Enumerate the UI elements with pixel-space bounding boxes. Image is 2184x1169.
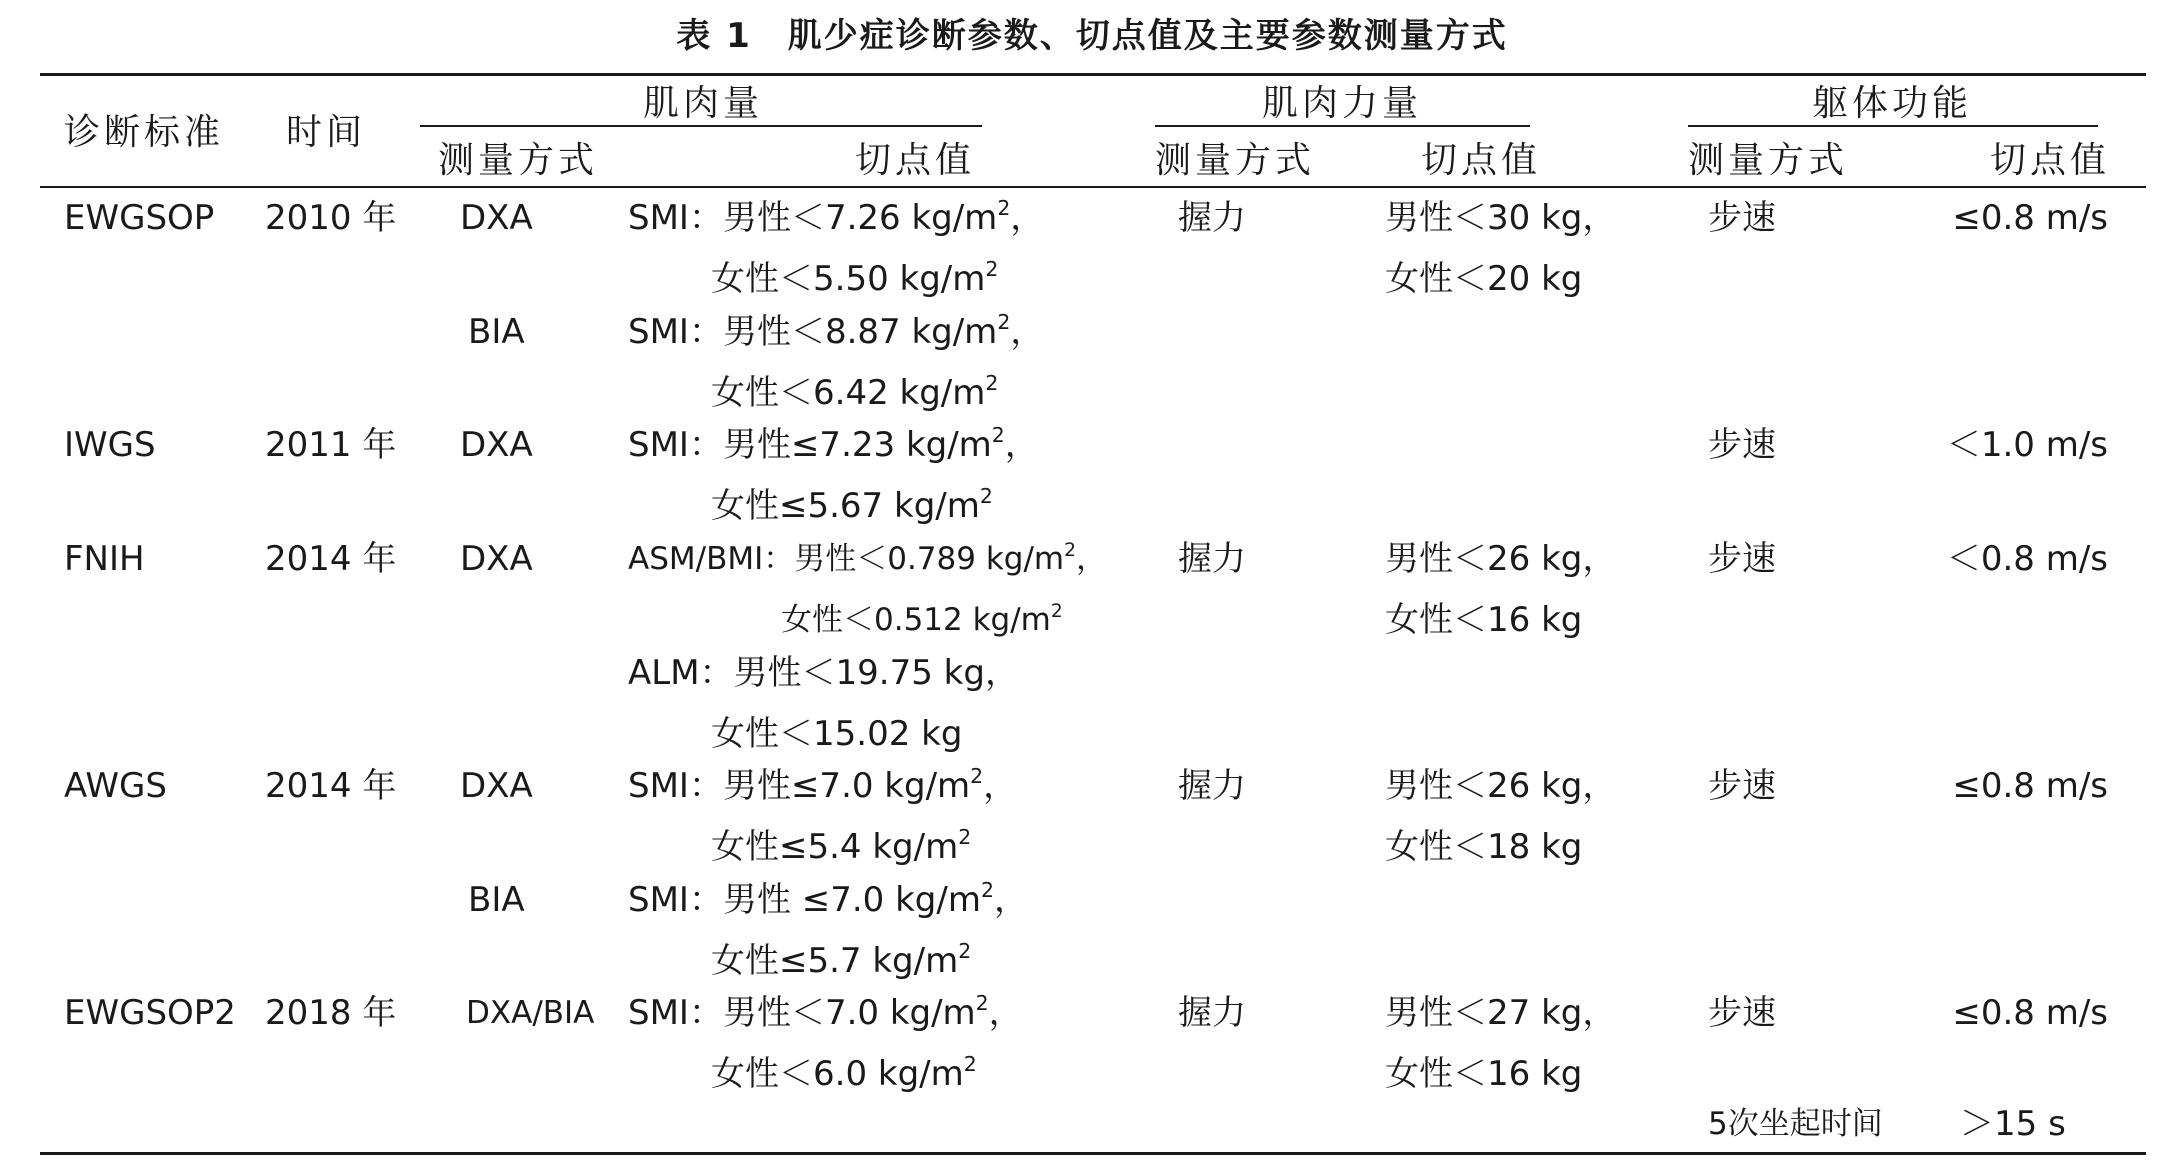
- header-strength-cutoff: 切点值: [1421, 140, 1542, 181]
- cell-mass-cutoff: SMI：男性＜8.87 $kg/m^2$，: [628, 309, 1045, 352]
- header-mass-method: 测量方式: [438, 140, 599, 181]
- cell-function-method: 步速: [1708, 766, 1776, 806]
- cell-function-cutoff: ＜1.0 m/s: [1946, 425, 2108, 465]
- cell-year: 2014 年: [265, 539, 397, 579]
- cell-function-method: 步速: [1708, 198, 1776, 238]
- cell-mass-cutoff: 女性＜15.02 kg: [711, 714, 963, 754]
- cell-function-cutoff: ≤0.8 m/s: [1952, 766, 2108, 806]
- cell-mass-method: DXA: [460, 425, 533, 465]
- cell-strength-method: 握力: [1178, 198, 1246, 238]
- cell-year: 2010 年: [265, 198, 397, 238]
- cell-strength-cutoff: 男性＜26 kg，: [1385, 539, 1617, 579]
- cell-mass-cutoff: 女性＜6.42 $kg/m^2$: [711, 370, 999, 413]
- cell-mass-method: BIA: [468, 880, 525, 920]
- group-rule-muscle-strength: [1155, 125, 1530, 127]
- cell-mass-cutoff: 女性＜6.0 $kg/m^2$: [711, 1051, 977, 1094]
- cell-mass-cutoff: 女性＜5.50 $kg/m^2$: [711, 256, 999, 299]
- cell-function-method: 5次坐起时间: [1708, 1106, 1883, 1142]
- cell-mass-method: DXA: [460, 539, 533, 579]
- header-rule: [40, 186, 2146, 188]
- bottom-rule: [40, 1152, 2146, 1155]
- cell-strength-method: 握力: [1178, 539, 1246, 579]
- cell-strength-cutoff: 男性＜27 kg，: [1385, 993, 1617, 1033]
- table-title: 表 1 肌少症诊断参数、切点值及主要参数测量方式: [676, 16, 1508, 56]
- cell-mass-cutoff: SMI：男性≤7.23 $kg/m^2$，: [628, 422, 1039, 465]
- top-rule: [40, 73, 2146, 76]
- header-muscle-strength: 肌肉力量: [1261, 83, 1423, 124]
- header-strength-method: 测量方式: [1155, 140, 1316, 181]
- cell-year: 2018 年: [265, 993, 397, 1033]
- cell-function-cutoff: ≤0.8 m/s: [1952, 993, 2108, 1033]
- cell-mass-cutoff: SMI：男性 ≤7.0 $kg/m^2$，: [628, 877, 1028, 920]
- cell-mass-method: DXA/BIA: [466, 995, 595, 1031]
- cell-strength-method: 握力: [1178, 766, 1246, 806]
- cell-criteria: EWGSOP: [64, 198, 215, 238]
- cell-strength-cutoff: 女性＜20 kg: [1385, 259, 1583, 299]
- group-rule-physical-function: [1688, 125, 2098, 127]
- cell-function-cutoff: ＜0.8 m/s: [1946, 539, 2108, 579]
- cell-mass-cutoff: ALM：男性＜19.75 kg，: [628, 653, 1019, 693]
- cell-mass-cutoff: 女性≤5.7 $kg/m^2$: [711, 938, 972, 981]
- header-criteria: 诊断标准: [64, 112, 225, 153]
- cell-year: 2011 年: [265, 425, 397, 465]
- header-time: 时间: [286, 112, 367, 153]
- cell-mass-cutoff: ASM/BMI：男性＜0.789 $kg/m^2$，: [628, 539, 1107, 577]
- cell-mass-cutoff: SMI：男性＜7.26 $kg/m^2$，: [628, 195, 1045, 238]
- cell-function-method: 步速: [1708, 993, 1776, 1033]
- cell-mass-cutoff: SMI：男性≤7.0 $kg/m^2$，: [628, 763, 1018, 806]
- cell-strength-cutoff: 女性＜18 kg: [1385, 827, 1583, 867]
- header-muscle-mass: 肌肉量: [642, 83, 764, 124]
- header-function-method: 测量方式: [1688, 140, 1849, 181]
- cell-mass-method: DXA: [460, 198, 533, 238]
- cell-strength-method: 握力: [1178, 993, 1246, 1033]
- cell-function-cutoff: ＞15 s: [1960, 1104, 2066, 1144]
- cell-strength-cutoff: 男性＜26 kg，: [1385, 766, 1617, 806]
- cell-year: 2014 年: [265, 766, 397, 806]
- cell-strength-cutoff: 女性＜16 kg: [1385, 600, 1583, 640]
- cell-strength-cutoff: 女性＜16 kg: [1385, 1054, 1583, 1094]
- cell-mass-method: BIA: [468, 312, 525, 352]
- group-rule-muscle-mass: [420, 125, 982, 127]
- cell-mass-method: DXA: [460, 766, 533, 806]
- cell-criteria: AWGS: [64, 766, 167, 806]
- cell-criteria: IWGS: [64, 425, 156, 465]
- cell-function-method: 步速: [1708, 539, 1776, 579]
- cell-mass-cutoff: 女性＜0.512 $kg/m^2$: [781, 600, 1063, 638]
- header-physical-function: 躯体功能: [1811, 83, 1973, 124]
- cell-mass-cutoff: 女性≤5.67 $kg/m^2$: [711, 483, 993, 526]
- cell-mass-cutoff: 女性≤5.4 $kg/m^2$: [711, 824, 972, 867]
- cell-criteria: FNIH: [64, 539, 145, 579]
- cell-criteria: EWGSOP2: [64, 993, 236, 1033]
- cell-function-cutoff: ≤0.8 m/s: [1952, 198, 2108, 238]
- cell-function-method: 步速: [1708, 425, 1776, 465]
- cell-strength-cutoff: 男性＜30 kg，: [1385, 198, 1617, 238]
- cell-mass-cutoff: SMI：男性＜7.0 $kg/m^2$，: [628, 990, 1023, 1033]
- header-mass-cutoff: 切点值: [855, 140, 976, 181]
- header-function-cutoff: 切点值: [1990, 140, 2111, 181]
